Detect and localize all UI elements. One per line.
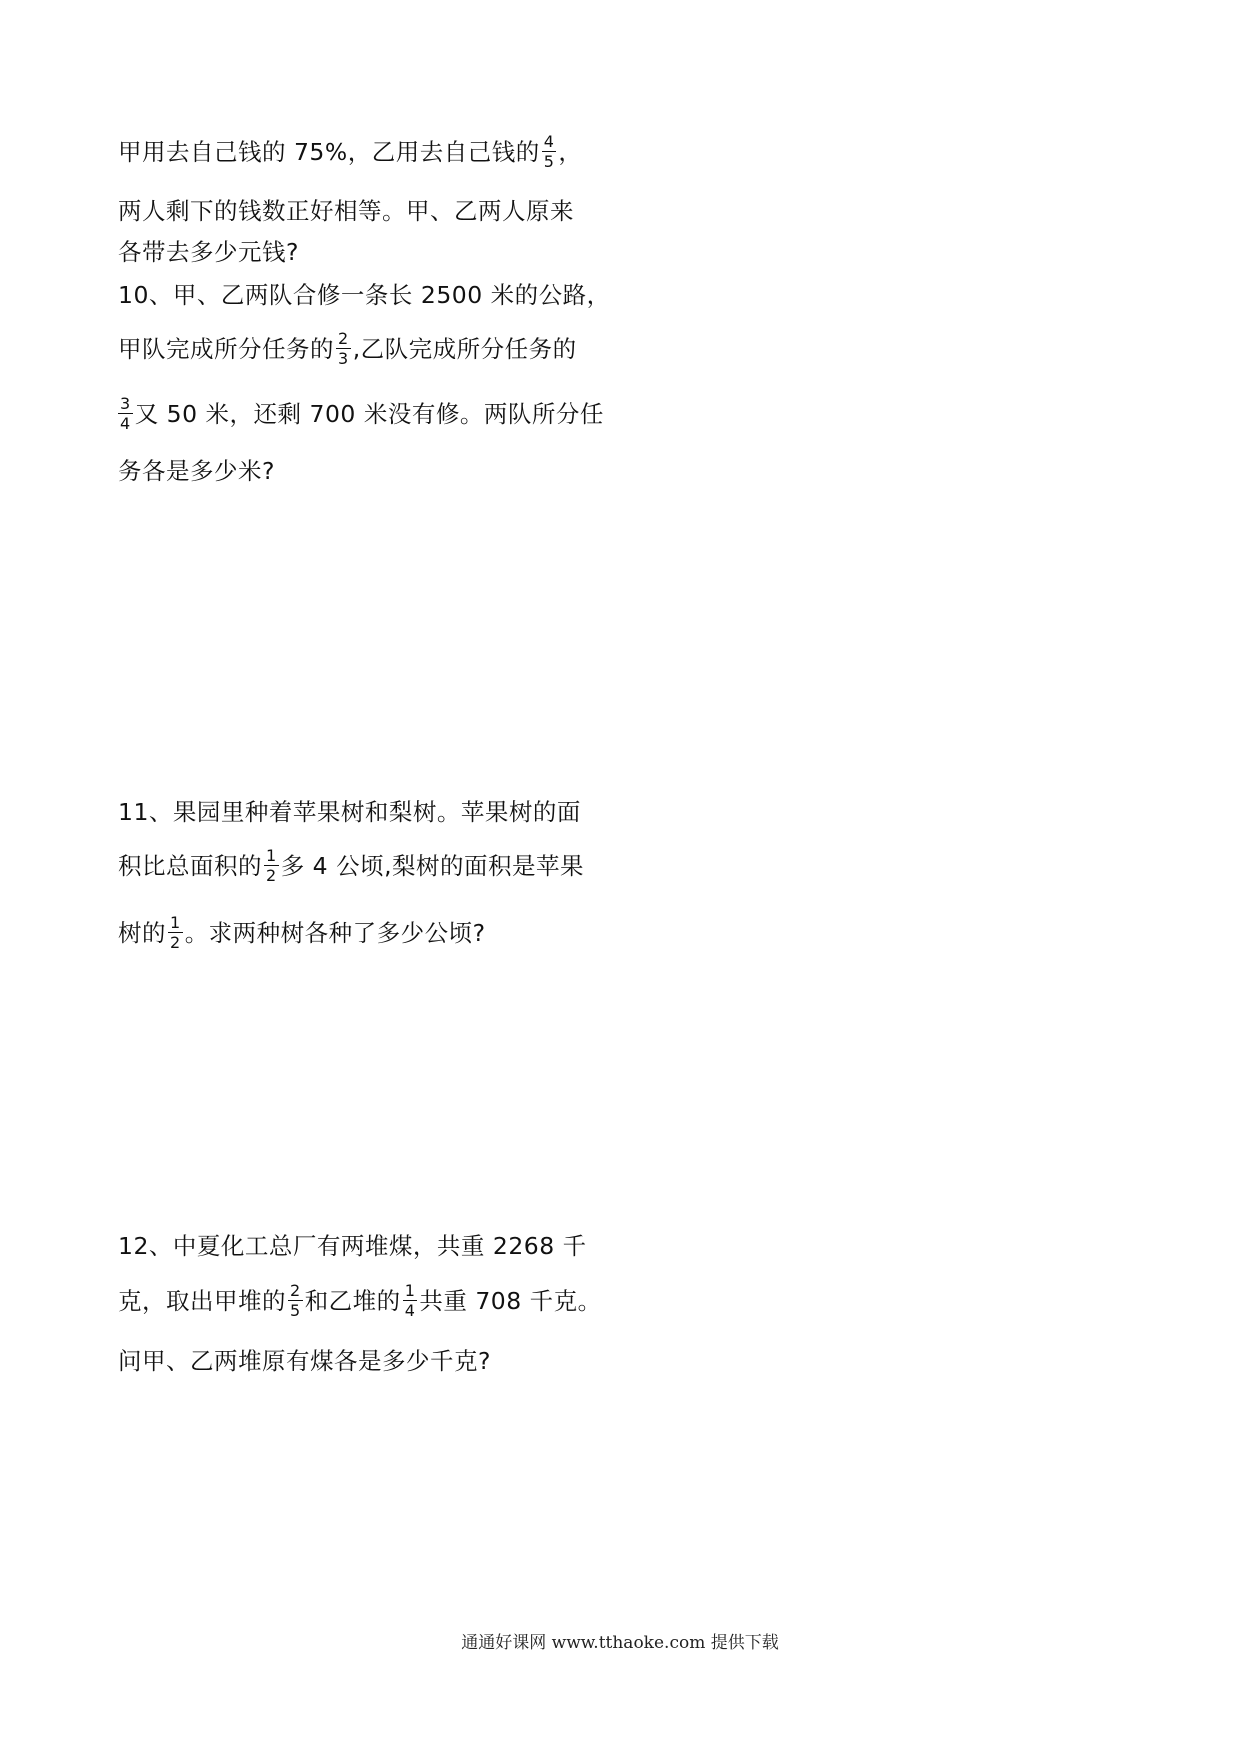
problem-11-line-1: 11、果园里种着苹果树和梨树。苹果树的面 [118, 798, 581, 826]
fraction-numerator: 2 [338, 329, 349, 348]
problem-12-line-3: 问甲、乙两堆原有煤各是多少千克? [118, 1347, 491, 1375]
fraction-denominator: 4 [404, 1301, 416, 1320]
text-segment: 。求两种树各种了多少公顷? [184, 919, 486, 947]
text-segment: 多 4 公顷,梨树的面积是苹果 [280, 852, 585, 880]
fraction [168, 913, 183, 952]
text-segment: ， [558, 138, 583, 166]
problem-12-line-1: 12、中夏化工总厂有两堆煤，共重 2268 千 [118, 1232, 587, 1260]
text-segment: 积比总面积的 [118, 852, 262, 880]
fraction-numerator: 4 [543, 132, 555, 151]
fraction-numerator: 2 [290, 1281, 301, 1300]
text-segment: 和乙堆的 [304, 1287, 401, 1315]
fraction [403, 1281, 418, 1320]
fraction-denominator: 3 [338, 349, 349, 368]
text-segment: ,乙队完成所分任务的 [352, 335, 577, 363]
text-segment: 甲队完成所分任务的 [118, 335, 334, 363]
problem-10-line-3 [118, 396, 604, 435]
fraction [336, 329, 351, 368]
fraction [542, 132, 557, 171]
fraction-denominator: 4 [120, 414, 131, 433]
fraction-numerator: 1 [266, 846, 277, 865]
text-segment: 又 50 米，还剩 700 米没有修。两队所分任 [134, 400, 604, 428]
fraction-denominator: 5 [290, 1301, 301, 1320]
text-segment: 树的 [118, 919, 166, 947]
fraction [288, 1281, 303, 1320]
fraction-numerator: 1 [404, 1281, 416, 1300]
fraction-denominator: 2 [266, 866, 277, 885]
problem-9-line-1 [118, 134, 582, 173]
problem-11-line-2 [118, 848, 584, 887]
problem-11-line-3 [118, 915, 486, 954]
fraction-numerator: 1 [170, 913, 181, 932]
fraction [118, 394, 133, 433]
fraction-denominator: 5 [543, 152, 555, 171]
fraction-denominator: 2 [170, 933, 181, 952]
problem-10-line-2 [118, 331, 577, 370]
problem-9-line-3: 各带去多少元钱? [118, 238, 299, 266]
fraction [264, 846, 279, 885]
text-segment: 克，取出甲堆的 [118, 1287, 286, 1315]
problem-10-line-4: 务各是多少米? [118, 457, 275, 485]
fraction-numerator: 3 [120, 394, 131, 413]
problem-10-line-1: 10、甲、乙两队合修一条长 2500 米的公路， [118, 281, 611, 309]
problem-9-line-2: 两人剩下的钱数正好相等。甲、乙两人原来 [118, 197, 574, 225]
page-footer: 通通好课网 www.tthaoke.com 提供下载 [461, 1633, 779, 1653]
text-segment: 甲用去自己钱的 75%，乙用去自己钱的 [118, 138, 540, 166]
text-segment: 共重 708 千克。 [419, 1287, 602, 1315]
problem-12-line-2 [118, 1283, 602, 1322]
